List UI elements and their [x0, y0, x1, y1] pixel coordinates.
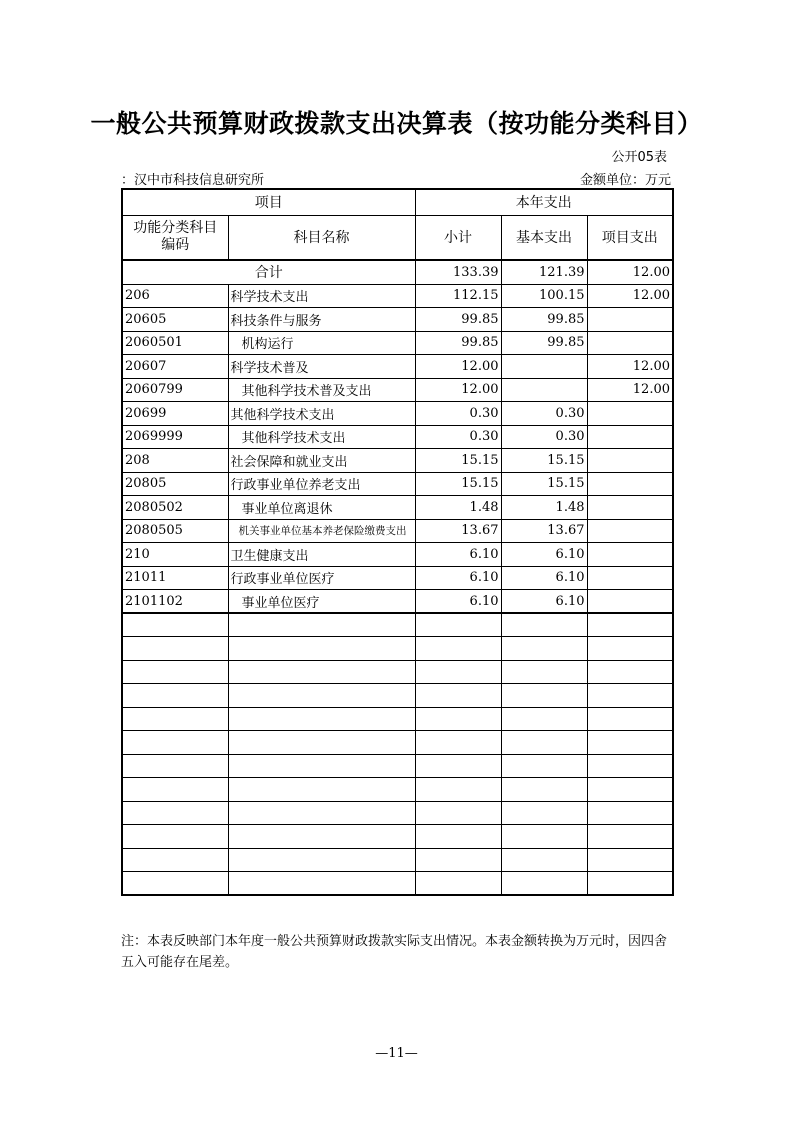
empty-cell: [587, 754, 673, 778]
empty-cell: [415, 707, 501, 731]
table-row: [122, 355, 673, 379]
empty-cell: [501, 848, 587, 872]
budget-table: [121, 188, 674, 896]
empty-cell: [501, 613, 587, 637]
header-row-2: [122, 215, 673, 260]
row-project: 12.00: [587, 355, 673, 379]
table-row: [122, 331, 673, 355]
table-row: [122, 378, 673, 402]
row-subtotal: 0.30: [415, 425, 501, 449]
empty-cell: [501, 778, 587, 802]
empty-cell: [415, 825, 501, 849]
row-code: 20607: [122, 355, 228, 379]
empty-cell: [501, 754, 587, 778]
empty-cell: [228, 801, 415, 825]
empty-cell: [587, 707, 673, 731]
row-name: 机构运行: [228, 331, 415, 355]
row-name: 机关事业单位基本养老保险缴费支出: [228, 519, 415, 543]
header-subtotal: 小计: [415, 215, 501, 260]
row-project: [587, 519, 673, 543]
empty-cell: [228, 660, 415, 684]
empty-cell: [415, 731, 501, 755]
row-basic: 6.10: [501, 590, 587, 614]
empty-row: [122, 660, 673, 684]
row-code: 20805: [122, 472, 228, 496]
empty-cell: [501, 684, 587, 708]
header-item: 项目: [122, 189, 415, 215]
row-project: [587, 402, 673, 426]
row-name: 科技条件与服务: [228, 308, 415, 332]
header-code: [122, 215, 228, 260]
empty-cell: [587, 637, 673, 661]
page-number: —11—: [375, 1046, 418, 1061]
empty-cell: [415, 778, 501, 802]
empty-cell: [122, 613, 228, 637]
empty-cell: [122, 801, 228, 825]
row-name: 行政事业单位医疗: [228, 566, 415, 590]
empty-cell: [228, 613, 415, 637]
empty-cell: [587, 801, 673, 825]
empty-cell: [501, 825, 587, 849]
empty-cell: [122, 637, 228, 661]
header-code-line2: 编码: [161, 237, 190, 254]
total-project: 12.00: [587, 260, 673, 284]
row-code: 2069999: [122, 425, 228, 449]
empty-row: [122, 707, 673, 731]
row-code: 20699: [122, 402, 228, 426]
row-subtotal: 6.10: [415, 543, 501, 567]
table-row: [122, 425, 673, 449]
empty-cell: [501, 707, 587, 731]
row-subtotal: 0.30: [415, 402, 501, 426]
empty-cell: [228, 754, 415, 778]
empty-cell: [228, 872, 415, 896]
row-project: [587, 331, 673, 355]
row-code: 206: [122, 284, 228, 308]
empty-cell: [587, 684, 673, 708]
empty-cell: [415, 613, 501, 637]
total-row: [122, 260, 673, 284]
empty-cell: [587, 731, 673, 755]
empty-cell: [122, 754, 228, 778]
empty-cell: [122, 872, 228, 896]
empty-row: [122, 825, 673, 849]
row-code: 2101102: [122, 590, 228, 614]
row-name: 科学技术普及: [228, 355, 415, 379]
table-title: 一般公共预算财政拨款支出决算表（按功能分类科目）: [90, 109, 703, 138]
empty-cell: [415, 754, 501, 778]
row-basic: 15.15: [501, 472, 587, 496]
row-project: [587, 472, 673, 496]
row-basic: 6.10: [501, 566, 587, 590]
row-subtotal: 15.15: [415, 472, 501, 496]
row-project: [587, 425, 673, 449]
row-subtotal: 1.48: [415, 496, 501, 520]
table-row: [122, 402, 673, 426]
row-subtotal: 12.00: [415, 355, 501, 379]
row-basic: 99.85: [501, 308, 587, 332]
header-code-line1: 功能分类科目: [133, 220, 218, 237]
row-basic: 15.15: [501, 449, 587, 473]
row-project: 12.00: [587, 378, 673, 402]
empty-row: [122, 848, 673, 872]
empty-cell: [501, 637, 587, 661]
row-code: 20605: [122, 308, 228, 332]
row-code: 208: [122, 449, 228, 473]
row-subtotal: 99.85: [415, 308, 501, 332]
empty-cell: [587, 872, 673, 896]
empty-cell: [415, 848, 501, 872]
row-basic: 0.30: [501, 402, 587, 426]
table-row: [122, 284, 673, 308]
empty-row: [122, 754, 673, 778]
empty-cell: [501, 801, 587, 825]
row-basic: 1.48: [501, 496, 587, 520]
empty-row: [122, 637, 673, 661]
empty-cell: [415, 637, 501, 661]
row-project: [587, 590, 673, 614]
row-subtotal: 12.00: [415, 378, 501, 402]
row-basic: 13.67: [501, 519, 587, 543]
header-row-1: [122, 189, 673, 215]
row-name: 社会保障和就业支出: [228, 449, 415, 473]
empty-row: [122, 872, 673, 896]
empty-cell: [228, 707, 415, 731]
row-basic: 6.10: [501, 543, 587, 567]
empty-cell: [122, 684, 228, 708]
row-name: 事业单位医疗: [228, 590, 415, 614]
row-name: 其他科学技术支出: [228, 425, 415, 449]
row-project: [587, 543, 673, 567]
empty-cell: [122, 848, 228, 872]
empty-cell: [587, 660, 673, 684]
empty-cell: [122, 825, 228, 849]
row-subtotal: 6.10: [415, 566, 501, 590]
empty-cell: [587, 825, 673, 849]
row-code: 2080502: [122, 496, 228, 520]
empty-row: [122, 801, 673, 825]
row-name: 其他科学技术普及支出: [228, 378, 415, 402]
empty-cell: [415, 660, 501, 684]
row-code: 2080505: [122, 519, 228, 543]
row-subtotal: 99.85: [415, 331, 501, 355]
row-name: 科学技术支出: [228, 284, 415, 308]
empty-row: [122, 684, 673, 708]
header-project: 项目支出: [587, 215, 673, 260]
row-subtotal: 112.15: [415, 284, 501, 308]
row-subtotal: 15.15: [415, 449, 501, 473]
row-name: 事业单位离退休: [228, 496, 415, 520]
empty-row: [122, 778, 673, 802]
row-basic: 0.30: [501, 425, 587, 449]
empty-cell: [415, 872, 501, 896]
header-name: 科目名称: [228, 215, 415, 260]
table-row: [122, 566, 673, 590]
table-row: [122, 543, 673, 567]
amount-unit: 金额单位：万元: [579, 173, 671, 188]
empty-cell: [228, 731, 415, 755]
footnote: 注：本表反映部门本年度一般公共预算财政拨款实际支出情况。本表金额转换为万元时，因四舍五入可能存在尾差。: [121, 934, 668, 970]
empty-row: [122, 613, 673, 637]
row-project: [587, 449, 673, 473]
empty-row: [122, 731, 673, 755]
row-basic: [501, 378, 587, 402]
row-code: 2060501: [122, 331, 228, 355]
table-row: [122, 590, 673, 614]
table-row: [122, 449, 673, 473]
empty-cell: [228, 778, 415, 802]
empty-cell: [415, 801, 501, 825]
header-year-expense: 本年支出: [415, 189, 673, 215]
empty-cell: [122, 731, 228, 755]
row-name: 卫生健康支出: [228, 543, 415, 567]
empty-cell: [122, 778, 228, 802]
row-subtotal: 13.67: [415, 519, 501, 543]
empty-cell: [587, 613, 673, 637]
header-basic: 基本支出: [501, 215, 587, 260]
table-row: [122, 472, 673, 496]
form-number: 公开05表: [611, 150, 667, 165]
total-subtotal: 133.39: [415, 260, 501, 284]
row-basic: [501, 355, 587, 379]
unit-row: [121, 169, 671, 187]
row-basic: 100.15: [501, 284, 587, 308]
row-subtotal: 6.10: [415, 590, 501, 614]
row-code: 21011: [122, 566, 228, 590]
empty-cell: [122, 707, 228, 731]
empty-cell: [501, 731, 587, 755]
empty-cell: [587, 848, 673, 872]
total-basic: 121.39: [501, 260, 587, 284]
empty-cell: [122, 660, 228, 684]
row-project: 12.00: [587, 284, 673, 308]
empty-cell: [501, 872, 587, 896]
organization-name: ：汉中市科技信息研究所: [121, 173, 265, 188]
row-project: [587, 496, 673, 520]
table-row: [122, 519, 673, 543]
table-row: [122, 308, 673, 332]
empty-cell: [415, 684, 501, 708]
row-project: [587, 566, 673, 590]
empty-cell: [228, 825, 415, 849]
row-name: 行政事业单位养老支出: [228, 472, 415, 496]
row-name: 其他科学技术支出: [228, 402, 415, 426]
total-label: 合计: [122, 260, 415, 284]
table-row: [122, 496, 673, 520]
empty-cell: [228, 848, 415, 872]
row-basic: 99.85: [501, 331, 587, 355]
empty-cell: [501, 660, 587, 684]
empty-cell: [228, 684, 415, 708]
row-project: [587, 308, 673, 332]
row-code: 2060799: [122, 378, 228, 402]
empty-cell: [587, 778, 673, 802]
row-code: 210: [122, 543, 228, 567]
empty-cell: [228, 637, 415, 661]
